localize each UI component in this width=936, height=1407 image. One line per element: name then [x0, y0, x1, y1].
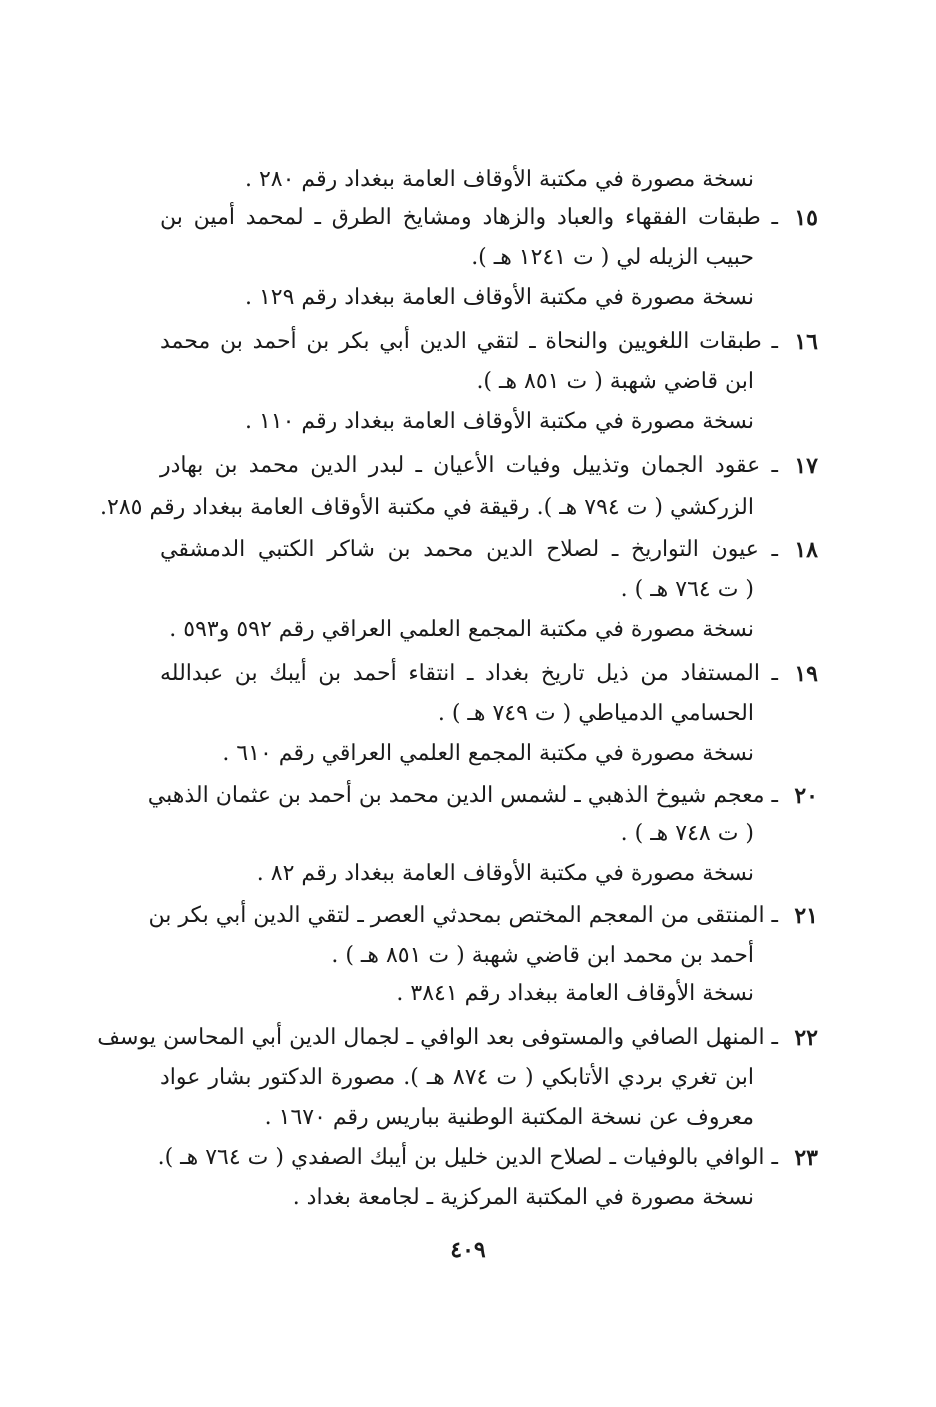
item-line: الحسامي الدمياطي ( ت ٧٤٩ هـ ) . [437, 701, 754, 726]
item-number: ١٥ [794, 205, 818, 231]
item-number: ٢٠ [794, 783, 818, 809]
item-line: ـ المستفاد من ذيل تاريخ بغداد ـ انتقاء أحمد بن أيبك بن عبدالله [160, 661, 778, 686]
item-line: الزركشي ( ت ٧٩٤ هـ ). رقيقة في مكتبة الأوقاف العامة ببغداد رقم ٢٨٥. [100, 495, 754, 520]
item-line: ـ عقود الجمان وتذييل وفيات الأعيان ـ لبدر الدين محمد بن بهادر [160, 453, 778, 478]
item-line: ـ معجم شيوخ الذهبي ـ لشمس الدين محمد بن أحمد بن عثمان الذهبي [147, 783, 778, 808]
item-line: نسخة مصورة في مكتبة المجمع العلمي العراقي رقم ٥٩٢ و٥٩٣ . [169, 617, 754, 642]
item-line: ( ت ٧٦٤ هـ ) . [620, 577, 754, 602]
item-number: ١٩ [794, 661, 818, 687]
item-number: ١٨ [794, 537, 818, 563]
item-line: نسخة مصورة في مكتبة المجمع العلمي العراقي رقم ٦١٠ . [222, 741, 754, 766]
item-number: ١٦ [794, 329, 818, 355]
item-line: نسخة مصورة في مكتبة الأوقاف العامة ببغداد رقم ١١٠ . [244, 409, 754, 434]
item-line: ابن قاضي شهبة ( ت ٨٥١ هـ ). [476, 369, 754, 394]
item-line: أحمد بن محمد ابن قاضي شهبة ( ت ٨٥١ هـ ) . [331, 943, 754, 968]
item-line: ـ الوافي بالوفيات ـ لصلاح الدين خليل بن أيبك الصفدي ( ت ٧٦٤ هـ ). [157, 1145, 778, 1170]
item-number: ٢٢ [794, 1025, 818, 1051]
item-line: ابن تغري بردي الأتابكي ( ت ٨٧٤ هـ ). مصورة الدكتور بشار عواد [160, 1065, 754, 1090]
item-line: معروف عن نسخة المكتبة الوطنية بباريس رقم ١٦٧٠ . [264, 1105, 754, 1130]
item-number: ٢١ [794, 903, 818, 929]
page-number: ٤٠٩ [450, 1237, 486, 1263]
item-line: حبيب الزيله لي ( ت ١٢٤١ هـ ). [471, 245, 754, 270]
item-line: نسخة الأوقاف العامة ببغداد رقم ٣٨٤١ . [396, 981, 754, 1006]
item-line: ـ طبقات اللغويين والنحاة ـ لتقي الدين أبي بكر بن أحمد بن محمد [160, 329, 778, 354]
intro-line: نسخة مصورة في مكتبة الأوقاف العامة ببغداد رقم ٢٨٠ . [244, 167, 754, 192]
item-line: نسخة مصورة في مكتبة الأوقاف العامة ببغداد رقم ١٢٩ . [244, 285, 754, 310]
item-line: نسخة مصورة في المكتبة المركزية ـ لجامعة بغداد . [292, 1185, 754, 1210]
item-number: ١٧ [794, 453, 818, 479]
item-number: ٢٣ [794, 1145, 818, 1171]
item-line: نسخة مصورة في مكتبة الأوقاف العامة ببغداد رقم ٨٢ . [256, 861, 754, 886]
item-line: ( ت ٧٤٨ هـ ) . [620, 821, 754, 846]
item-line: ـ عيون التواريخ ـ لصلاح الدين محمد بن شاكر الكتبي الدمشقي [160, 537, 778, 562]
item-line: ـ طبقات الفقهاء والعباد والزهاد ومشايخ الطرق ـ لمحمد أمين بن [160, 205, 778, 230]
item-line: ـ المنتقى من المعجم المختص بمحدثي العصر ـ لتقي الدين أبي بكر بن [148, 903, 778, 928]
item-line: ـ المنهل الصافي والمستوفى بعد الوافي ـ لجمال الدين أبي المحاسن يوسف [97, 1025, 778, 1050]
